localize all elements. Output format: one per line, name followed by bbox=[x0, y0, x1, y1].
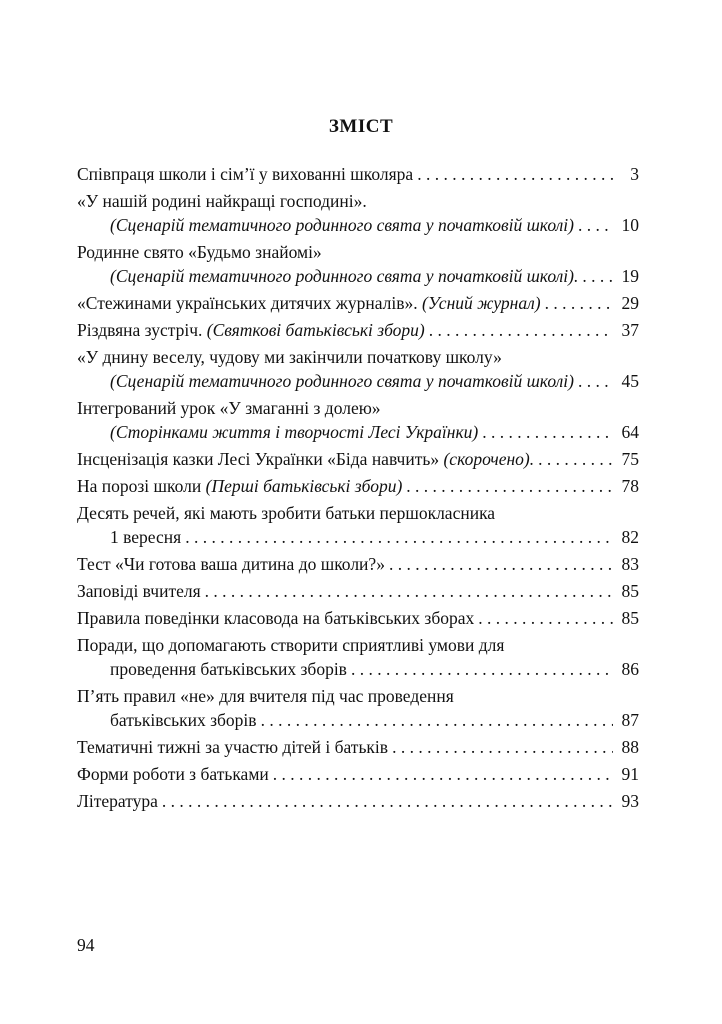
toc-entry-line bbox=[77, 580, 639, 604]
toc-entry bbox=[77, 685, 639, 732]
toc-entry-text: Інтегрований урок «У змаганні з долею» bbox=[77, 397, 381, 418]
toc-entry-title bbox=[77, 346, 502, 370]
toc-entry-text: «Стежинами українських дитячих журналів». bbox=[77, 292, 423, 313]
toc-entry-line bbox=[77, 553, 639, 577]
toc-entry-text: «У нашій родині найкращі господині». bbox=[77, 191, 367, 212]
toc-entry-text: Тест «Чи готова ваша дитина до школи?» bbox=[77, 553, 385, 574]
dot-leader bbox=[417, 163, 613, 187]
toc-entry-text: «У днину веселу, чудову ми закінчили початкову школу» bbox=[77, 347, 502, 368]
toc-page-number: 29 bbox=[621, 292, 639, 313]
toc-entry-title bbox=[110, 421, 478, 445]
toc-entry-title bbox=[110, 265, 578, 289]
toc-entry-title bbox=[77, 580, 201, 604]
toc-entry-continuation bbox=[77, 370, 639, 394]
toc-entry-text: П’ять правил «не» для вчителя під час проведення bbox=[77, 686, 454, 707]
toc-entry-title bbox=[77, 634, 504, 658]
toc-page-number: 19 bbox=[621, 265, 639, 286]
toc-entry-text: На порозі школи bbox=[77, 475, 206, 496]
toc-entry-subtitle: (Перші батьківські збори) bbox=[205, 475, 403, 496]
toc-entry-line bbox=[77, 346, 639, 370]
toc-entry bbox=[77, 790, 639, 814]
toc-entry-text: 1 вересня bbox=[110, 526, 182, 547]
dot-leader bbox=[478, 607, 613, 631]
dot-leader bbox=[538, 448, 613, 472]
toc-page-number: 91 bbox=[621, 764, 639, 785]
toc-entry bbox=[77, 190, 639, 237]
toc-entry-subtitle: (Усний журнал) bbox=[422, 292, 541, 313]
toc-entry-subtitle: (Сторінками життя і творчості Лесі Українки) bbox=[110, 421, 479, 442]
toc-entry-line bbox=[77, 685, 639, 709]
dot-leader bbox=[582, 265, 613, 289]
toc-entry-line bbox=[77, 475, 639, 499]
dot-leader bbox=[578, 370, 613, 394]
toc-entry-title bbox=[77, 502, 495, 526]
toc-page-number: 88 bbox=[621, 736, 639, 757]
toc-entry-title bbox=[77, 607, 474, 631]
toc-entry-title bbox=[110, 709, 257, 733]
page-title: ЗМІСТ bbox=[328, 116, 394, 137]
toc-entry bbox=[77, 475, 639, 499]
toc-page-number: 93 bbox=[621, 791, 639, 812]
toc-entry-text: Література bbox=[77, 791, 158, 812]
toc-entry-text: Заповіді вчителя bbox=[77, 581, 201, 602]
toc-entry-line bbox=[77, 502, 639, 526]
toc-entry-text: Правила поведінки класовода на батьківських зборах bbox=[77, 608, 475, 629]
toc-entry-subtitle: (скорочено). bbox=[443, 448, 535, 469]
page-number: 94 bbox=[77, 935, 95, 955]
toc-entry-subtitle: (Сценарій тематичного родинного свята у початковій школі) bbox=[110, 214, 574, 235]
toc-entry-title bbox=[77, 763, 269, 787]
toc-entry-continuation bbox=[77, 265, 639, 289]
toc-entry-title bbox=[77, 397, 381, 421]
toc-entry-continuation bbox=[77, 709, 639, 733]
toc-entry bbox=[77, 634, 639, 681]
toc-entry-text: Тематичні тижні за участю дітей і батьків bbox=[77, 736, 389, 757]
table-of-contents bbox=[77, 163, 639, 814]
toc-page-number: 87 bbox=[621, 709, 639, 730]
toc-page-number: 82 bbox=[621, 526, 639, 547]
dot-leader bbox=[389, 553, 613, 577]
toc-page-number: 85 bbox=[621, 608, 639, 629]
toc-entry-text: Форми роботи з батьками bbox=[77, 764, 269, 785]
toc-page-number: 37 bbox=[621, 319, 639, 340]
toc-entry-line bbox=[77, 607, 639, 631]
dot-leader bbox=[392, 736, 613, 760]
dot-leader bbox=[545, 292, 613, 316]
toc-entry-text: проведення батьківських зборів bbox=[110, 659, 347, 679]
toc-page-number: 64 bbox=[621, 421, 639, 442]
toc-page-number: 86 bbox=[621, 659, 639, 679]
toc-page-number: 85 bbox=[621, 581, 639, 602]
toc-entry bbox=[77, 319, 639, 343]
toc-entry-line bbox=[77, 292, 639, 316]
dot-leader bbox=[482, 421, 613, 445]
toc-page-number: 83 bbox=[621, 553, 639, 574]
toc-entry bbox=[77, 448, 639, 472]
toc-entry bbox=[77, 580, 639, 604]
toc-entry bbox=[77, 736, 639, 760]
toc-entry-subtitle: (Святкові батьківські збори) bbox=[206, 319, 425, 340]
toc-entry-title bbox=[77, 163, 413, 187]
toc-entry-line bbox=[77, 241, 639, 265]
toc-entry-title bbox=[77, 685, 454, 709]
toc-entry-line bbox=[77, 763, 639, 787]
toc-entry-title bbox=[77, 475, 402, 499]
toc-entry-title bbox=[110, 370, 574, 394]
toc-entry-subtitle: (Сценарій тематичного родинного свята у початковій школі). bbox=[110, 265, 579, 286]
dot-leader bbox=[261, 709, 613, 733]
toc-entry bbox=[77, 502, 639, 549]
toc-entry-title bbox=[77, 448, 534, 472]
toc-entry bbox=[77, 346, 639, 393]
toc-entry-title bbox=[77, 553, 385, 577]
toc-page-number: 45 bbox=[621, 370, 639, 391]
toc-page-number: 3 bbox=[630, 164, 639, 184]
toc-entry-continuation bbox=[77, 214, 639, 238]
toc-entry-title bbox=[77, 190, 367, 214]
toc-entry-title bbox=[110, 658, 347, 682]
dot-leader bbox=[429, 319, 613, 343]
toc-entry-title bbox=[110, 214, 574, 238]
toc-entry-line bbox=[77, 736, 639, 760]
dot-leader bbox=[578, 214, 613, 238]
dot-leader bbox=[351, 658, 613, 682]
toc-entry bbox=[77, 163, 639, 187]
toc-entry-text: Десять речей, які мають зробити батьки першокласника bbox=[77, 503, 496, 524]
toc-entry-text: Інсценізація казки Лесі Українки «Біда навчить» bbox=[77, 448, 444, 469]
toc-entry-text: Родинне свято «Будьмо знайомі» bbox=[77, 241, 322, 262]
toc-entry-title bbox=[77, 241, 322, 265]
toc-page-number: 75 bbox=[621, 448, 639, 469]
toc-entry-title bbox=[110, 526, 181, 550]
toc-entry-line bbox=[77, 319, 639, 343]
toc-entry bbox=[77, 241, 639, 288]
toc-entry-line bbox=[77, 163, 639, 187]
toc-entry-title bbox=[77, 319, 425, 343]
toc-entry-line bbox=[77, 190, 639, 214]
dot-leader bbox=[273, 763, 613, 787]
toc-page-number: 78 bbox=[621, 475, 639, 496]
toc-entry-continuation bbox=[77, 421, 639, 445]
toc-entry-line bbox=[77, 790, 639, 814]
dot-leader bbox=[162, 790, 613, 814]
toc-entry bbox=[77, 607, 639, 631]
toc-entry-continuation bbox=[77, 658, 639, 682]
toc-entry-line bbox=[77, 397, 639, 421]
toc-page-number: 10 bbox=[621, 214, 639, 235]
toc-entry-subtitle: (Сценарій тематичного родинного свята у початковій школі) bbox=[110, 370, 574, 391]
dot-leader bbox=[205, 580, 613, 604]
toc-entry-text: батьківських зборів bbox=[110, 709, 257, 730]
toc-entry bbox=[77, 397, 639, 444]
toc-entry bbox=[77, 553, 639, 577]
toc-entry bbox=[77, 292, 639, 316]
toc-entry-title bbox=[77, 790, 158, 814]
toc-entry-line bbox=[77, 634, 639, 658]
toc-entry bbox=[77, 763, 639, 787]
dot-leader bbox=[185, 526, 613, 550]
toc-entry-continuation bbox=[77, 526, 639, 550]
toc-entry-text: Співпраця школи і сім’ї у вихованні школяра bbox=[77, 164, 414, 184]
dot-leader bbox=[406, 475, 613, 499]
toc-entry-text: Різдвяна зустріч. bbox=[77, 319, 207, 340]
toc-entry-title bbox=[77, 292, 541, 316]
toc-entry-text: Поради, що допомагають створити сприятливі умови для bbox=[77, 635, 505, 656]
toc-entry-title bbox=[77, 736, 388, 760]
toc-entry-line bbox=[77, 448, 639, 472]
